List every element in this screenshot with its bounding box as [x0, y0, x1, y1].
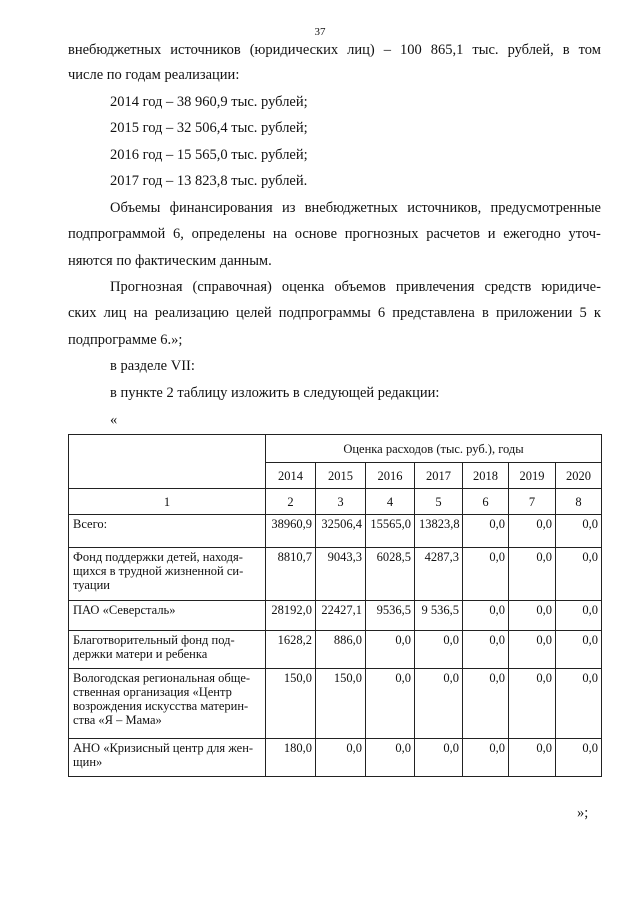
value-cell: 180,0: [266, 739, 316, 777]
word: подпрограммой: [68, 226, 166, 242]
year-header-2016: 2016: [366, 463, 415, 489]
value-cell: 0,0: [509, 515, 556, 548]
word: (справочная): [192, 279, 272, 295]
open-quote: «: [110, 412, 118, 428]
word: лиц): [347, 42, 375, 58]
word: из: [281, 200, 296, 216]
word: оценка: [281, 279, 325, 295]
word: в: [481, 305, 489, 321]
year-amount-2017: 2017 год – 13 823,8 тыс. рублей.: [110, 173, 308, 189]
value-cell: 0,0: [556, 669, 602, 739]
word: ских: [68, 305, 97, 321]
word: 100: [400, 42, 422, 58]
year-amount-2014: 2014 год – 38 960,9 тыс. рублей;: [110, 94, 308, 110]
year-header-2019: 2019: [509, 463, 556, 489]
word: юридиче-: [541, 279, 601, 295]
table-row: [69, 601, 602, 631]
word: внебюджетных: [304, 200, 398, 216]
value-cell: 0,0: [509, 669, 556, 739]
text-line: [110, 278, 601, 296]
value-cell: 9043,3: [316, 548, 366, 601]
row-name-cell: Фонд поддержки детей, находя-щихся в трудной жизненной си-туации: [69, 548, 266, 601]
column-number-cell: 3: [316, 489, 366, 515]
word: на: [272, 226, 288, 242]
value-cell: 0,0: [509, 739, 556, 777]
column-number-cell: 1: [69, 489, 266, 515]
text-line: [68, 41, 601, 59]
word: расчетов: [426, 226, 480, 242]
value-cell: 886,0: [316, 631, 366, 669]
value-cell: 15565,0: [366, 515, 415, 548]
section-reference: в разделе VII:: [110, 358, 195, 374]
word: предусмотренные: [490, 200, 601, 216]
page-number: 37: [314, 26, 326, 38]
text-line: няются по фактическим данным.: [68, 253, 272, 269]
column-number-cell: 6: [463, 489, 509, 515]
word: средств: [484, 279, 532, 295]
value-cell: 0,0: [463, 739, 509, 777]
row-name-cell: Вологодская региональная обще-ственная организация «Центр возрождения искусства материн-ства «Я – Мама»: [69, 669, 266, 739]
value-cell: 0,0: [415, 739, 463, 777]
value-cell: 150,0: [316, 669, 366, 739]
year-header-2015: 2015: [316, 463, 366, 489]
column-number-cell: 7: [509, 489, 556, 515]
word: Объемы: [110, 200, 161, 216]
close-quote: »;: [577, 805, 589, 821]
value-cell: 0,0: [556, 601, 602, 631]
value-cell: 0,0: [463, 669, 509, 739]
header-empty-cell: [69, 435, 266, 489]
value-cell: 0,0: [366, 669, 415, 739]
year-header-2014: 2014: [266, 463, 316, 489]
value-cell: 4287,3: [415, 548, 463, 601]
word: представлена: [392, 305, 475, 321]
year-amount-2015: 2015 год – 32 506,4 тыс. рублей;: [110, 120, 308, 136]
column-number-cell: 5: [415, 489, 463, 515]
word: источников: [170, 42, 241, 58]
text-line: [68, 225, 601, 243]
word: 6: [377, 305, 386, 321]
value-cell: 0,0: [415, 669, 463, 739]
value-cell: 0,0: [509, 548, 556, 601]
text-line: подпрограмме 6.»;: [68, 332, 183, 348]
word: реализацию: [154, 305, 229, 321]
value-cell: 0,0: [556, 739, 602, 777]
text-line: [110, 199, 601, 217]
value-cell: 0,0: [316, 739, 366, 777]
value-cell: 0,0: [463, 631, 509, 669]
value-cell: 9 536,5: [415, 601, 463, 631]
word: том: [578, 42, 601, 58]
value-cell: 150,0: [266, 669, 316, 739]
row-name-cell: Всего:: [69, 515, 266, 548]
table-row: [69, 739, 602, 777]
value-cell: 0,0: [366, 631, 415, 669]
word: рублей,: [507, 42, 554, 58]
word: определены: [191, 226, 266, 242]
word: на: [133, 305, 148, 321]
value-cell: 0,0: [463, 601, 509, 631]
table-row: [69, 548, 602, 601]
value-cell: 0,0: [509, 631, 556, 669]
table-row: [69, 515, 602, 548]
word: ежегодно: [503, 226, 561, 242]
year-header-2017: 2017: [415, 463, 463, 489]
word: основе: [294, 226, 338, 242]
value-cell: 0,0: [556, 631, 602, 669]
word: 865,1: [430, 42, 464, 58]
word: –: [383, 42, 391, 58]
value-cell: 9536,5: [366, 601, 415, 631]
year-header-2018: 2018: [463, 463, 509, 489]
row-name-cell: АНО «Кризисный центр для жен-щин»: [69, 739, 266, 777]
text-line: числе по годам реализации:: [68, 67, 240, 83]
year-amount-2016: 2016 год – 15 565,0 тыс. рублей;: [110, 147, 308, 163]
table-row: [69, 669, 602, 739]
value-cell: 0,0: [556, 548, 602, 601]
value-cell: 38960,9: [266, 515, 316, 548]
word: (юридических: [249, 42, 339, 58]
word: 6,: [172, 226, 184, 242]
column-number-cell: 4: [366, 489, 415, 515]
year-header-2020: 2020: [556, 463, 602, 489]
word: к: [593, 305, 601, 321]
word: финансирования: [169, 200, 273, 216]
point-reference: в пункте 2 таблицу изложить в следующей редакции:: [110, 385, 440, 401]
value-cell: 6028,5: [366, 548, 415, 601]
word: в: [562, 42, 570, 58]
word: целей: [235, 305, 272, 321]
word: подпрограммы: [278, 305, 371, 321]
value-cell: 22427,1: [316, 601, 366, 631]
row-name-cell: Благотворительный фонд под-держки матери и ребенка: [69, 631, 266, 669]
value-cell: 0,0: [509, 601, 556, 631]
value-cell: 32506,4: [316, 515, 366, 548]
table-row: [69, 631, 602, 669]
word: тыс.: [472, 42, 499, 58]
value-cell: 8810,7: [266, 548, 316, 601]
value-cell: 0,0: [556, 515, 602, 548]
header-title: Оценка расходов (тыс. руб.), годы: [266, 435, 602, 463]
word: 5: [579, 305, 587, 321]
word: привлечения: [395, 279, 475, 295]
value-cell: 0,0: [366, 739, 415, 777]
financing-table: [68, 434, 602, 777]
column-number-cell: 8: [556, 489, 602, 515]
word: Прогнозная: [110, 279, 183, 295]
word: лиц: [103, 305, 127, 321]
value-cell: 0,0: [415, 631, 463, 669]
word: прогнозных: [344, 226, 419, 242]
word: приложении: [495, 305, 573, 321]
row-name-cell: ПАО «Северсталь»: [69, 601, 266, 631]
value-cell: 1628,2: [266, 631, 316, 669]
value-cell: 13823,8: [415, 515, 463, 548]
word: источников,: [407, 200, 482, 216]
word: и: [487, 226, 496, 242]
column-number-cell: 2: [266, 489, 316, 515]
word: уточ-: [568, 226, 601, 242]
text-line: [68, 304, 601, 322]
word: объемов: [334, 279, 386, 295]
value-cell: 0,0: [463, 548, 509, 601]
word: внебюджетных: [68, 42, 162, 58]
value-cell: 28192,0: [266, 601, 316, 631]
value-cell: 0,0: [463, 515, 509, 548]
